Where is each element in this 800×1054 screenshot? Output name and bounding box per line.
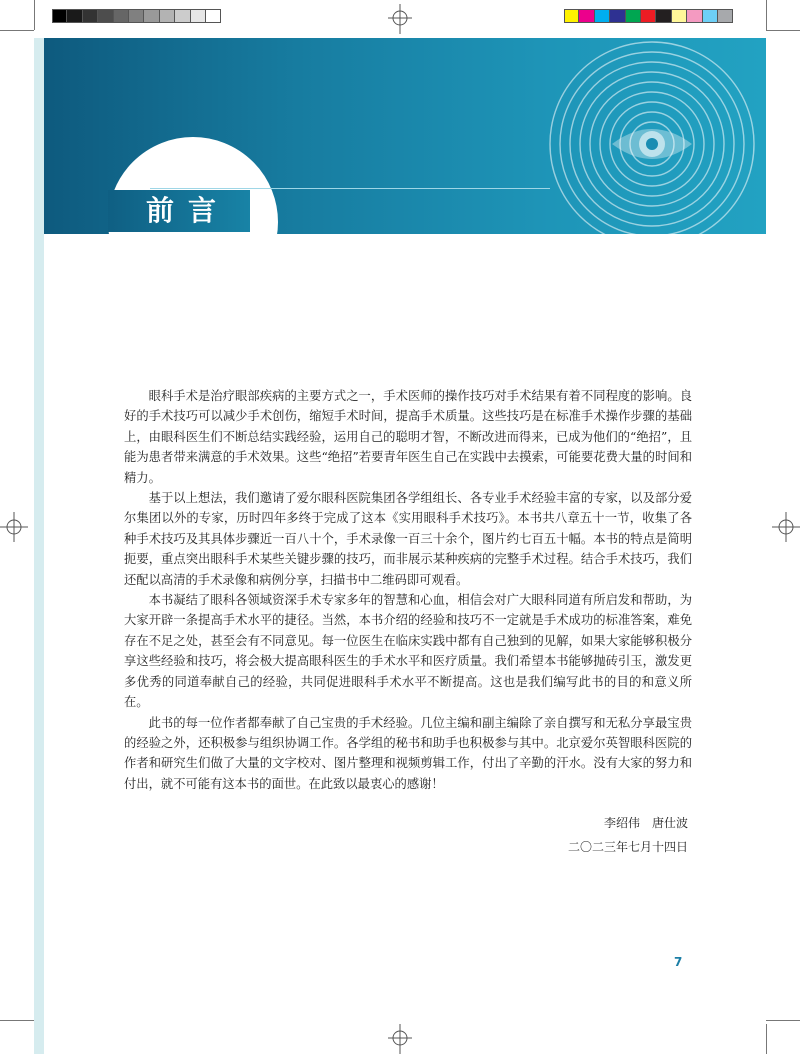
color-swatch	[114, 9, 129, 23]
color-swatch	[67, 9, 82, 23]
registration-mark-left	[0, 512, 28, 542]
registration-mark-top	[388, 4, 412, 34]
color-swatch	[579, 9, 594, 23]
signature-date: 二〇二三年七月十四日	[567, 840, 688, 854]
paragraph: 眼科手术是治疗眼部疾病的主要方式之一，手术医师的操作技巧对手术结果有着不同程度的影响。良好的手术技巧可以减少手术创伤，缩短手术时间，提高手术质量。这些技巧是在标准手术操作步骤的基础上，由眼科医生们不断总结实践经验，运用自己的聪明才智，不断改进而得来，已成为他们的“绝招”，且能为患者带来满意的手术效果。这些“绝招”若要青年医生自己在实践中去摸索，可能要花费大量的时间和精力。	[124, 389, 692, 485]
color-swatch	[160, 9, 175, 23]
page-title: 前言	[146, 194, 231, 227]
preface-body	[124, 386, 692, 794]
crop-mark	[766, 30, 800, 31]
color-swatch	[672, 9, 687, 23]
color-swatch	[129, 9, 144, 23]
grayscale-color-bar	[52, 9, 221, 23]
color-swatch	[610, 9, 625, 23]
paragraph: 本书凝结了眼科各领域资深手术专家多年的智慧和心血，相信会对广大眼科同道有所启发和帮助，为大家开辟一条提高手术水平的捷径。当然，本书介绍的经验和技巧不一定就是手术成功的标准答案，难免存在不足之处，甚至会有不同意见。每一位医生在临床实践中都有自己独到的见解，如果大家能够积极分享这些经验和技巧，将会极大提高眼科医生的手术水平和医疗质量。我们希望本书能够抛砖引玉，激发更多优秀的同道奉献自己的经验，共同促进眼科手术水平不断提高。这也是我们编写此书的目的和意义所在。	[124, 593, 692, 710]
color-swatch	[641, 9, 656, 23]
color-swatch	[564, 9, 579, 23]
color-swatch	[687, 9, 702, 23]
registration-mark-right	[772, 512, 800, 542]
crop-mark	[0, 1020, 34, 1021]
crop-mark	[766, 1024, 767, 1054]
registration-mark-bottom	[388, 1024, 412, 1054]
title-rule	[150, 188, 550, 189]
crop-mark	[0, 30, 34, 31]
crop-mark	[34, 0, 35, 30]
crop-mark	[766, 1020, 800, 1021]
color-swatch	[595, 9, 610, 23]
color-swatch	[175, 9, 190, 23]
color-swatch	[656, 9, 671, 23]
color-swatch	[52, 9, 67, 23]
left-margin-band	[34, 38, 44, 1054]
color-swatch	[703, 9, 718, 23]
page-number: 7	[674, 955, 683, 969]
paragraph: 基于以上想法，我们邀请了爱尔眼科医院集团各学组组长、各专业手术经验丰富的专家，以及部分爱尔集团以外的专家，历时四年多终于完成了这本《实用眼科手术技巧》。本书共八章五十一节，收集了各种手术技巧及其具体步骤近一百八十个，手术录像一百三十余个，图片约七百五十幅。本书的特点是简明扼要，重点突出眼科手术某些关键步骤的技巧，而非展示某种疾病的完整手术过程。结合手术技巧，我们还配以高清的手术录像和病例分享，扫描书中二维码即可观看。	[124, 491, 692, 587]
color-swatch	[718, 9, 733, 23]
signature-authors: 李绍伟 唐仕波	[603, 816, 688, 830]
crop-mark	[766, 0, 767, 30]
color-swatch	[191, 9, 206, 23]
color-swatch	[98, 9, 113, 23]
color-swatch	[144, 9, 159, 23]
eye-target-icon	[536, 38, 766, 234]
paragraph: 此书的每一位作者都奉献了自己宝贵的手术经验。几位主编和副主编除了亲自撰写和无私分享最宝贵的经验之外，还积极参与组织协调工作。各学组的秘书和助手也积极参与其中。北京爱尔英智眼科医院的作者和研究生们做了大量的文字校对、图片整理和视频剪辑工作，付出了辛勤的汗水。没有大家的努力和付出，就不可能有这本书的面世。在此致以最衷心的感谢！	[124, 715, 692, 791]
cmyk-color-bar	[564, 9, 733, 23]
color-swatch	[626, 9, 641, 23]
color-swatch	[83, 9, 98, 23]
color-swatch	[206, 9, 221, 23]
